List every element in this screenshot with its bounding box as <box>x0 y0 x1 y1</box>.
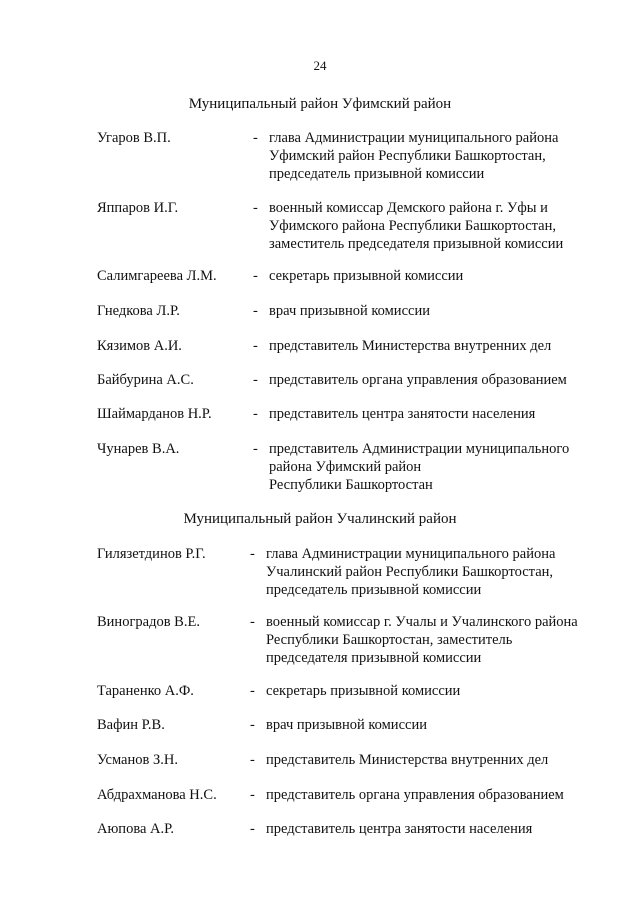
separator-dash: - <box>250 683 255 699</box>
separator-dash: - <box>253 372 258 388</box>
role-line: представитель Министерства внутренних дел <box>266 752 549 768</box>
separator-dash: - <box>253 268 258 284</box>
role-line: Уфимский район Республики Башкортостан, <box>269 148 546 164</box>
role-line: врач призывной комиссии <box>269 303 430 319</box>
member-role <box>269 129 629 183</box>
member-name: Байбурина А.С. <box>97 372 194 388</box>
separator-dash: - <box>253 130 258 146</box>
separator-dash: - <box>253 303 258 319</box>
member-role <box>269 302 629 320</box>
member-role <box>266 545 626 599</box>
role-line: представитель центра занятости населения <box>269 406 536 422</box>
member-role <box>269 199 629 253</box>
member-name: Гнедкова Л.Р. <box>97 303 180 319</box>
member-name: Чунарев В.А. <box>97 441 180 457</box>
member-name: Виноградов В.Е. <box>97 614 200 630</box>
role-line: врач призывной комиссии <box>266 717 427 733</box>
member-name: Гилязетдинов Р.Г. <box>97 546 206 562</box>
role-line: заместитель председателя призывной комиссии <box>269 236 564 252</box>
role-line: секретарь призывной комиссии <box>266 683 461 699</box>
role-line: представитель органа управления образованием <box>269 372 567 388</box>
separator-dash: - <box>250 787 255 803</box>
role-line: глава Администрации муниципального района <box>266 546 556 562</box>
member-name: Угаров В.П. <box>97 130 171 146</box>
role-line: глава Администрации муниципального района <box>269 130 559 146</box>
role-line: представитель Министерства внутренних дел <box>269 338 552 354</box>
separator-dash: - <box>253 441 258 457</box>
role-line: председателя призывной комиссии <box>266 650 482 666</box>
role-line: Учалинский район Республики Башкортостан, <box>266 564 554 580</box>
role-line: Республики Башкортостан, заместитель <box>266 632 513 648</box>
member-role <box>269 440 629 494</box>
member-role <box>266 716 626 734</box>
role-line: Республики Башкортостан <box>269 477 433 493</box>
separator-dash: - <box>250 614 255 630</box>
separator-dash: - <box>253 338 258 354</box>
role-line: секретарь призывной комиссии <box>269 268 464 284</box>
member-role <box>269 405 629 423</box>
member-name: Усманов З.Н. <box>97 752 178 768</box>
member-role <box>266 751 626 769</box>
member-name: Салимгареева Л.М. <box>97 268 217 284</box>
role-line: района Уфимский район <box>269 459 422 475</box>
separator-dash: - <box>250 821 255 837</box>
member-name: Тараненко А.Ф. <box>97 683 194 699</box>
page-number: 24 <box>313 58 327 73</box>
role-line: Уфимского района Республики Башкортостан, <box>269 218 557 234</box>
member-role <box>266 682 626 700</box>
role-line: представитель органа управления образованием <box>266 787 564 803</box>
role-line: представитель Администрации муниципального <box>269 441 570 457</box>
separator-dash: - <box>253 200 258 216</box>
separator-dash: - <box>250 546 255 562</box>
member-name: Яппаров И.Г. <box>97 200 179 216</box>
role-line: военный комиссар Демского района г. Уфы и <box>269 200 548 216</box>
member-name: Кязимов А.И. <box>97 338 182 354</box>
member-role <box>266 613 626 667</box>
role-line: военный комиссар г. Учалы и Учалинского района <box>266 614 578 630</box>
member-role <box>266 820 626 838</box>
role-line: председатель призывной комиссии <box>269 166 485 182</box>
member-name: Аюпова А.Р. <box>97 821 175 837</box>
separator-dash: - <box>253 406 258 422</box>
section-title-ufa: Муниципальный район Уфимский район <box>188 96 452 112</box>
member-name: Абдрахманова Н.С. <box>97 787 217 803</box>
member-role <box>269 337 629 355</box>
member-name: Вафин Р.В. <box>97 717 165 733</box>
member-name: Шаймарданов Н.Р. <box>97 406 212 422</box>
role-line: представитель центра занятости населения <box>266 821 533 837</box>
member-role <box>269 267 629 285</box>
separator-dash: - <box>250 752 255 768</box>
separator-dash: - <box>250 717 255 733</box>
member-role <box>266 786 626 804</box>
role-line: председатель призывной комиссии <box>266 582 482 598</box>
member-role <box>269 371 629 389</box>
section-title-uchaly: Муниципальный район Учалинский район <box>183 511 457 527</box>
